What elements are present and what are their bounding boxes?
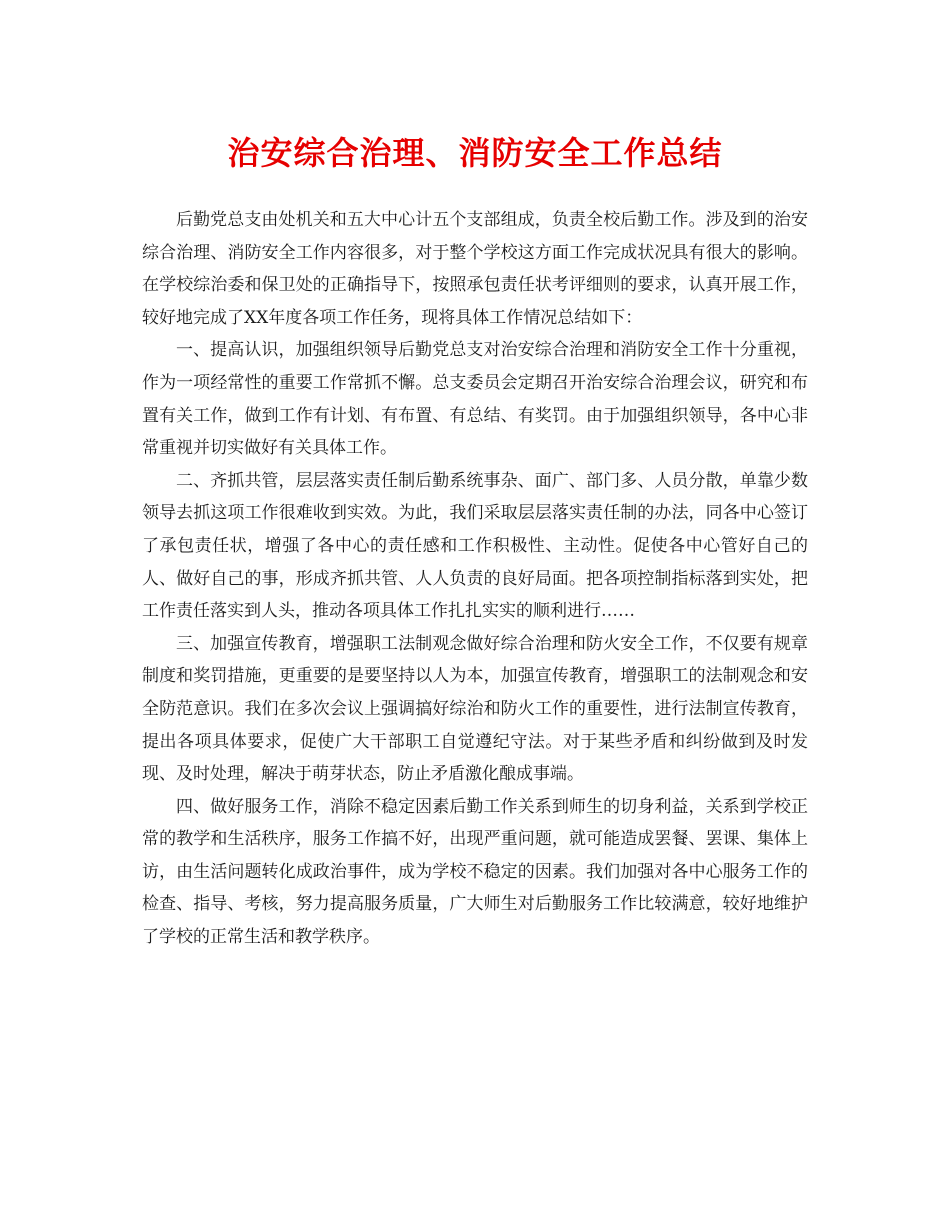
paragraph-section-3: 三、加强宣传教育，增强职工法制观念做好综合治理和防火安全工作，不仅要有规章制度和奖罚措施，更重要的是要坚持以人为本，加强宣传教育，增强职工的法制观念和安全防范意识。我们在多次会议上强调搞好综治和防火工作的重要性，进行法制宣传教育，提出各项具体要求，促使广大干部职工自觉遵纪守法。对于某些矛盾和纠纷做到及时发现、及时处理，解决于萌芽状态，防止矛盾激化酿成事端。 [142,633,808,785]
document-body [142,204,808,954]
paragraph-section-2: 二、齐抓共管，层层落实责任制后勤系统事杂、面广、部门多、人员分散，单靠少数领导去抓这项工作很难收到实效。为此，我们采取层层落实责任制的办法，同各中心签订了承包责任状，增强了各中心的责任感和工作积极性、主动性。促使各中心管好自己的人、做好自己的事，形成齐抓共管、人人负责的良好局面。把各项控制指标落到实处，把工作责任落实到人头，推动各项具体工作扎扎实实的顺利进行…… [142,470,808,622]
paragraph-section-1: 一、提高认识，加强组织领导后勤党总支对治安综合治理和消防安全工作十分重视，作为一项经常性的重要工作常抓不懈。总支委员会定期召开治安综合治理会议，研究和布置有关工作，做到工作有计划、有布置、有总结、有奖罚。由于加强组织领导，各中心非常重视并切实做好有关具体工作。 [142,340,808,459]
paragraph-intro: 后勤党总支由处机关和五大中心计五个支部组成，负责全校后勤工作。涉及到的治安综合治理、消防安全工作内容很多，对于整个学校这方面工作完成状况具有很大的影响。在学校综治委和保卫处的正确指导下，按照承包责任状考评细则的要求，认真开展工作，较好地完成了XX年度各项工作任务，现将具体工作情况总结如下： [142,210,808,328]
paragraph-section-4: 四、做好服务工作，消除不稳定因素后勤工作关系到师生的切身利益，关系到学校正常的教学和生活秩序，服务工作搞不好，出现严重问题，就可能造成罢餐、罢课、集体上访，由生活问题转化成政治事件，成为学校不稳定的因素。我们加强对各中心服务工作的检查、指导、考核，努力提高服务质量，广大师生对后勤服务工作比较满意，较好地维护了学校的正常生活和教学秩序。 [142,796,808,948]
document-title: 治安综合治理、消防安全工作总结 [227,134,723,172]
